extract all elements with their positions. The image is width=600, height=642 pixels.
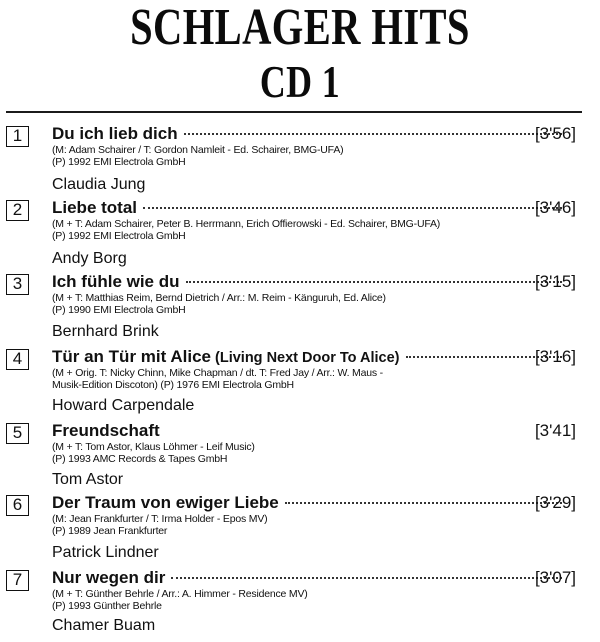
credit-line: (P) 1992 EMI Electrola GmbH bbox=[52, 229, 186, 242]
track-duration: [3'56] bbox=[534, 124, 576, 143]
credit-line: (P) 1989 Jean Frankfurter bbox=[52, 524, 168, 537]
song-title: Der Traum von ewiger Liebe bbox=[52, 493, 279, 512]
track-number: 3 bbox=[6, 274, 29, 295]
track-credits bbox=[52, 514, 540, 537]
track-2 bbox=[0, 196, 600, 272]
dot-leader bbox=[184, 133, 562, 135]
credit-line: (P) 1993 Günther Behrle bbox=[52, 599, 162, 612]
credit-line: (M + T: Günther Behrle / Arr.: A. Himmer - Residence MV) bbox=[52, 588, 308, 600]
cd-label: CD 1 bbox=[259, 56, 341, 107]
track-3 bbox=[0, 270, 600, 346]
track-5 bbox=[0, 419, 600, 495]
track-title-row bbox=[52, 345, 570, 369]
credit-line: (P) 1992 EMI Electrola GmbH bbox=[52, 155, 186, 168]
track-duration: [3'46] bbox=[534, 198, 576, 217]
track-artist: Andy Borg bbox=[52, 250, 127, 267]
credit-line: (M + T: Adam Schairer, Peter B. Herrmann, Erich Offierowski - Ed. Schairer, BMG-UFA) bbox=[52, 218, 441, 230]
credit-line: Musik-Edition Discoton) (P) 1976 EMI Electrola GmbH bbox=[52, 378, 294, 391]
credit-line: (M: Adam Schairer / T: Gordon Namleit - Ed. Schairer, BMG-UFA) bbox=[52, 144, 344, 156]
song-title: Liebe total bbox=[52, 198, 138, 217]
track-credits bbox=[52, 442, 540, 465]
track-duration: [3'41] bbox=[534, 421, 576, 440]
credit-line: (P) 1990 EMI Electrola GmbH bbox=[52, 303, 186, 316]
song-title: Du ich lieb dich bbox=[52, 124, 178, 143]
track-title-row bbox=[52, 419, 570, 443]
page-title: SCHLAGER HITS bbox=[130, 0, 470, 56]
credit-line: (M + T: Matthias Reim, Bernd Dietrich / Arr.: M. Reim - Känguruh, Ed. Alice) bbox=[52, 292, 386, 304]
track-credits bbox=[52, 368, 540, 391]
track-duration: [3'29] bbox=[534, 493, 576, 512]
track-number: 2 bbox=[6, 200, 29, 221]
track-number: 6 bbox=[6, 495, 29, 516]
track-title-row bbox=[52, 196, 570, 220]
track-artist: Tom Astor bbox=[52, 471, 124, 488]
track-duration: [3'07] bbox=[534, 568, 576, 587]
dot-leader bbox=[143, 207, 562, 209]
track-title-row bbox=[52, 566, 570, 590]
song-title: Tür an Tür mit Alice bbox=[52, 347, 212, 366]
track-7 bbox=[0, 566, 600, 642]
track-credits bbox=[52, 219, 540, 242]
track-4 bbox=[0, 345, 600, 421]
track-number: 1 bbox=[6, 126, 29, 147]
credit-line: (M + T: Tom Astor, Klaus Löhmer - Leif Music) bbox=[52, 441, 255, 453]
track-duration: [3'15] bbox=[534, 272, 576, 291]
track-title-row bbox=[52, 491, 570, 515]
track-artist: Patrick Lindner bbox=[52, 544, 159, 561]
track-artist: Chamer Buam bbox=[52, 617, 156, 634]
dot-leader bbox=[285, 502, 562, 504]
song-title: Ich fühle wie du bbox=[52, 272, 180, 291]
credit-line: (M + Orig. T: Nicky Chinn, Mike Chapman / dt. T: Fred Jay / Arr.: W. Maus - bbox=[52, 367, 383, 379]
song-title: Freundschaft bbox=[52, 421, 160, 440]
track-number: 4 bbox=[6, 349, 29, 370]
track-number: 7 bbox=[6, 570, 29, 591]
dot-leader bbox=[186, 281, 562, 283]
track-duration: [3'16] bbox=[534, 347, 576, 366]
track-artist: Howard Carpendale bbox=[52, 397, 195, 414]
credit-line: (M: Jean Frankfurter / T: Irma Holder - Epos MV) bbox=[52, 513, 268, 525]
track-credits bbox=[52, 145, 540, 168]
track-title-row bbox=[52, 270, 570, 294]
track-artist: Claudia Jung bbox=[52, 176, 146, 193]
track-artist: Bernhard Brink bbox=[52, 323, 159, 340]
track-6 bbox=[0, 491, 600, 567]
credit-line: (P) 1993 AMC Records & Tapes GmbH bbox=[52, 452, 228, 465]
song-title: Nur wegen dir bbox=[52, 568, 166, 587]
track-number: 5 bbox=[6, 423, 29, 444]
track-credits bbox=[52, 293, 540, 316]
header-divider bbox=[6, 111, 582, 113]
track-title-row bbox=[52, 122, 570, 146]
dot-leader bbox=[171, 577, 562, 579]
track-1 bbox=[0, 122, 600, 198]
track-credits bbox=[52, 589, 540, 612]
song-subtitle: (Living Next Door To Alice) bbox=[215, 350, 400, 366]
